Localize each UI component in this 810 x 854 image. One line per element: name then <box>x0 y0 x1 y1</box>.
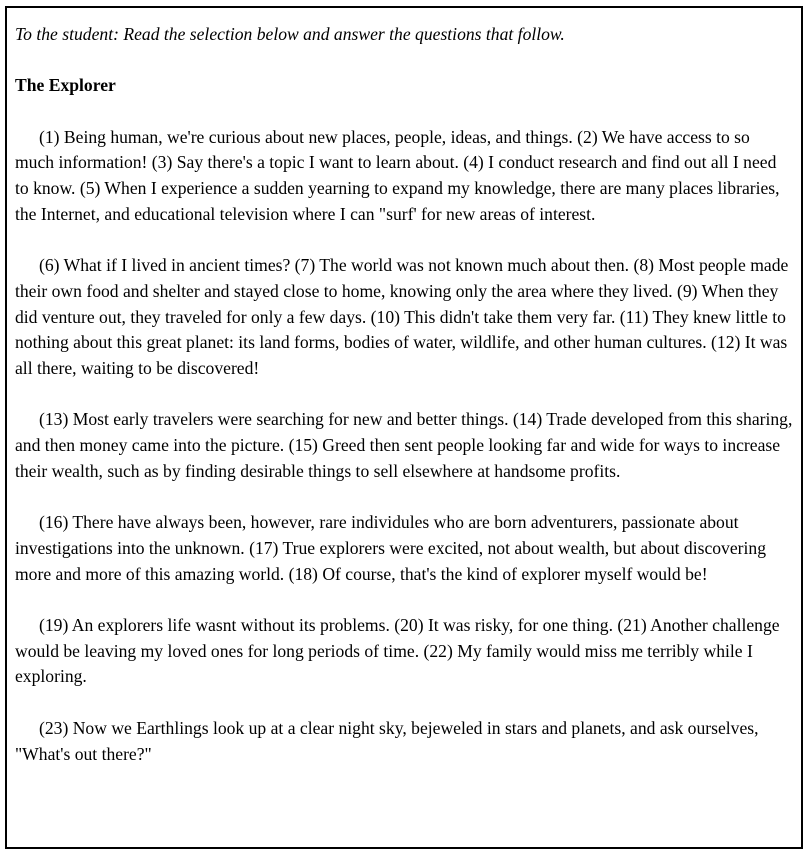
paragraph-1: (1) Being human, we're curious about new places, people, ideas, and things. (2) We have access to so much information! (3) Say there's a topic I want to learn about. (4) I conduct research and find out all I need to know. (5) When I experience a sudden yearning to expand my knowledge, there are many places libraries, the Internet, and educational television where I can "surf' for new areas of interest. <box>15 126 780 224</box>
paragraph-4: (16) There have always been, however, rare individules who are born adventurers, passionate about investigations into the unknown. (17) True explorers were excited, not about wealth, but about discovering more and more of this amazing world. (18) Of course, that's the kind of explorer myself would be! <box>15 512 767 584</box>
paragraph-5: (19) An explorers life wasnt without its problems. (20) It was risky, for one thing. (21) Another challenge would be leaving my loved ones for long periods of time. (22) My family would miss me terribly while I exploring. <box>15 615 780 687</box>
paragraph-2: (6) What if I lived in ancient times? (7) The world was not known much about then. (8) Most people made their own food and shelter and stayed close to home, knowing only the area where they lived. (9) When they did venture out, they traveled for only a few days. (10) This didn't take them very far. (11) They knew little to nothing about this great planet: its land forms, bodies of water, wildlife, and other human cultures. (12) It was all there, waiting to be discovered! <box>15 255 789 379</box>
paragraph-3: (13) Most early travelers were searching for new and better things. (14) Trade developed from this sharing, and then money came into the picture. (15) Greed then sent people looking far and wide for ways to increase their wealth, such as by finding desirable things to sell elsewhere at handsome profits. <box>15 409 793 481</box>
passage-title: The Explorer <box>15 75 116 96</box>
student-instruction: To the student: Read the selection below and answer the questions that follow. <box>15 24 565 44</box>
passage-content <box>7 8 801 767</box>
paragraph-6: (23) Now we Earthlings look up at a clear night sky, bejeweled in stars and planets, and ask ourselves, "What's out there?" <box>15 717 759 764</box>
passage-frame <box>5 6 803 849</box>
